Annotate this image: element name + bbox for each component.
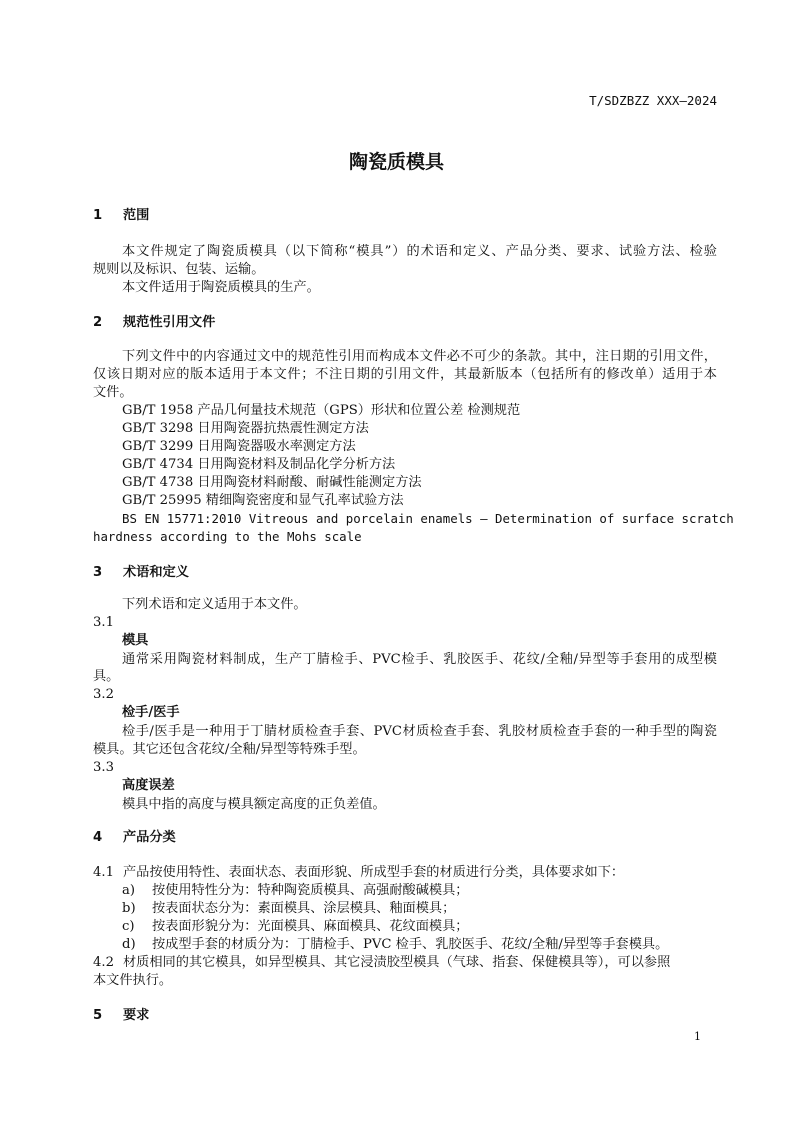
page-title: 陶瓷质模具 (348, 151, 444, 173)
list-item (122, 900, 746, 918)
section-title: 产品分类 (123, 830, 176, 845)
clause-4-1 (93, 864, 717, 882)
reference-item: GB/T 3299 日用陶瓷器吸水率测定方法 (122, 439, 356, 454)
paragraph-line: 文件。 (93, 385, 133, 400)
paragraph-line: 本文件适用于陶瓷质模具的生产。 (122, 280, 320, 295)
section-title: 范围 (123, 208, 150, 223)
section-number: 2 (93, 315, 103, 330)
reference-item: GB/T 1958 产品几何量技术规范（GPS）形状和位置公差 检测规范 (122, 403, 521, 418)
term-name: 模具 (122, 633, 149, 648)
list-item (122, 936, 746, 954)
list-text: 按表面状态分为：素面模具、涂层模具、釉面模具； (152, 901, 456, 916)
paragraph-line: 仅该日期对应的版本适用于本文件；不注日期的引用文件，其最新版本（包括所有的修改单）适用于本 (93, 367, 717, 382)
reference-item: GB/T 4734 日用陶瓷材料及制品化学分析方法 (122, 457, 396, 472)
clause-text: 材质相同的其它模具，如异型模具、其它浸渍胶型模具（气球、指套、保健模具等），可以参照 (123, 955, 671, 970)
section-number: 4 (93, 830, 103, 845)
clause-4-2 (93, 954, 717, 972)
section-heading-1 (93, 207, 717, 225)
term-name: 检手/医手 (122, 705, 180, 720)
term-definition-line: 模具中指的高度与模具额定高度的正负差值。 (122, 797, 386, 812)
list-label: c) (122, 919, 135, 934)
reference-item: GB/T 4738 日用陶瓷材料耐酸、耐碱性能测定方法 (122, 475, 422, 490)
section-title: 规范性引用文件 (123, 315, 216, 330)
term-definition-line: 模具。其它还包含花纹/全釉/异型等特殊手型。 (93, 742, 366, 757)
clause-text-continued: 本文件执行。 (93, 973, 173, 988)
list-item (122, 882, 746, 900)
reference-item: GB/T 25995 精细陶瓷密度和显气孔率试验方法 (122, 493, 404, 508)
term-definition-line: 具。 (93, 669, 120, 684)
list-label: d) (122, 937, 136, 952)
section-number: 3 (93, 565, 103, 580)
term-number: 3.3 (93, 760, 114, 775)
section-heading-2 (93, 314, 717, 332)
list-label: a) (122, 883, 136, 898)
document-number: T/SDZBZZ XXX—2024 (589, 93, 717, 108)
page-number: 1 (694, 1030, 701, 1043)
section-number: 5 (93, 1008, 103, 1023)
section-title: 术语和定义 (123, 565, 189, 580)
clause-number: 4.1 (93, 865, 114, 880)
list-text: 按成型手套的材质分为：丁腈检手、PVC 检手、乳胶医手、花纹/全釉/异型等手套模具。 (152, 937, 669, 952)
term-definition-line: 通常采用陶瓷材料制成，生产丁腈检手、PVC检手、乳胶医手、花纹/全釉/异型等手套用的成型模 (122, 652, 717, 667)
term-name: 高度误差 (122, 778, 175, 793)
paragraph-line: 本文件规定了陶瓷质模具（以下简称“模具”）的术语和定义、产品分类、要求、试验方法、检验 (122, 244, 717, 259)
list-item (122, 918, 746, 936)
section-heading-4 (93, 829, 717, 847)
reference-item: BS EN 15771:2010 Vitreous and porcelain enamels — Determination of surface scratch (122, 511, 734, 526)
paragraph-line: 下列文件中的内容通过文中的规范性引用而构成本文件必不可少的条款。其中，注日期的引用文件， (122, 349, 717, 364)
term-definition-line: 检手/医手是一种用于丁腈材质检查手套、PVC材质检查手套、乳胶材质检查手套的一种手型的陶瓷 (122, 724, 717, 739)
reference-item: GB/T 3298 日用陶瓷器抗热震性测定方法 (122, 421, 369, 436)
list-text: 按表面形貌分为：光面模具、麻面模具、花纹面模具； (152, 919, 469, 934)
section-title: 要求 (123, 1008, 150, 1023)
section-heading-3 (93, 564, 717, 582)
section-number: 1 (93, 208, 103, 223)
reference-item-continued: hardness according to the Mohs scale (93, 529, 362, 544)
clause-number: 4.2 (93, 955, 114, 970)
clause-text: 产品按使用特性、表面状态、表面形貌、所成型手套的材质进行分类，具体要求如下： (123, 865, 625, 880)
term-number: 3.1 (93, 615, 114, 630)
term-number: 3.2 (93, 687, 114, 702)
paragraph-line: 下列术语和定义适用于本文件。 (122, 597, 307, 612)
section-heading-5 (93, 1007, 717, 1025)
paragraph-line: 规则以及标识、包装、运输。 (93, 262, 265, 277)
list-text: 按使用特性分为：特种陶瓷质模具、高强耐酸碱模具； (152, 883, 469, 898)
list-label: b) (122, 901, 136, 916)
